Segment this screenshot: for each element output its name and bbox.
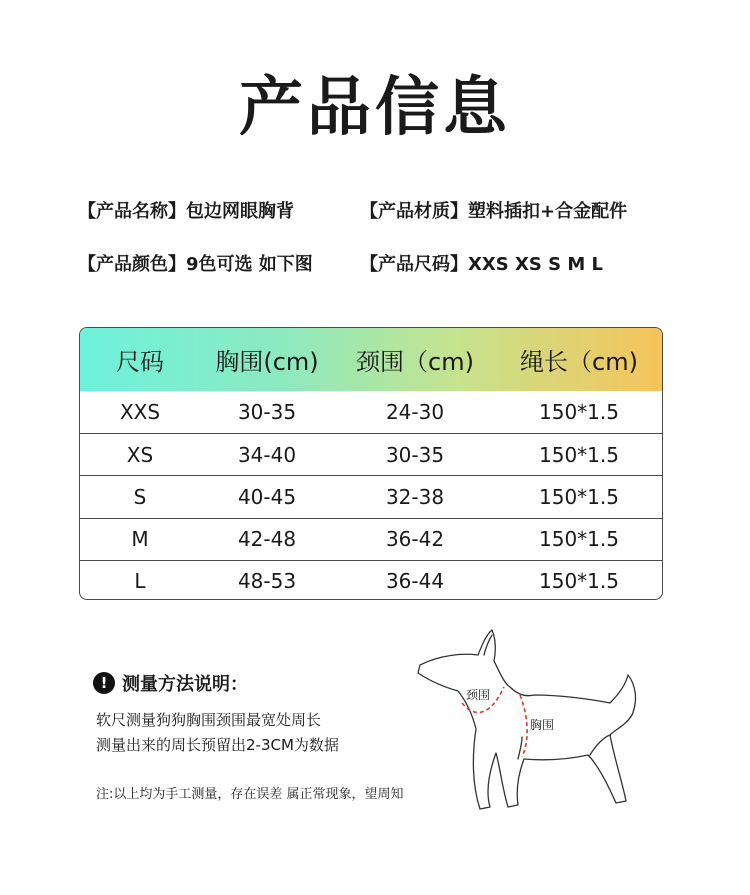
- product-name: 【产品名称】包边网眼胸背: [78, 201, 294, 222]
- disclaimer-note: 注:以上均为手工测量，存在误差 属正常现象，望周知: [96, 787, 404, 802]
- cell-neck: 32-38: [385, 484, 445, 509]
- measure-heading-text: 测量方法说明：: [122, 674, 248, 695]
- table-row: [80, 433, 662, 475]
- cell-size: S: [133, 484, 147, 509]
- chest-label: 胸围: [530, 718, 555, 732]
- table-row: [80, 475, 662, 517]
- cell-leash: 150*1.5: [539, 442, 619, 467]
- cell-leash: 150*1.5: [539, 400, 619, 425]
- cell-neck: 36-42: [385, 527, 445, 552]
- cell-chest: 48-53: [237, 569, 297, 594]
- table-row: [80, 560, 662, 600]
- product-color: 【产品颜色】9色可选 如下图: [78, 254, 313, 275]
- cell-leash: 150*1.5: [539, 527, 619, 552]
- dog-outline-icon: [418, 630, 635, 809]
- cell-size: L: [134, 569, 146, 594]
- exclamation-icon: !: [93, 672, 115, 694]
- cell-size: M: [131, 527, 149, 552]
- cell-chest: 34-40: [237, 442, 297, 467]
- table-row: [80, 391, 662, 433]
- neck-label: 颈围: [466, 688, 491, 702]
- measure-heading: [93, 670, 248, 696]
- measure-instructions: [96, 708, 339, 758]
- dog-measure-diagram: [400, 625, 660, 820]
- cell-chest: 30-35: [237, 400, 297, 425]
- cell-leash: 150*1.5: [539, 569, 619, 594]
- size-table: [79, 327, 663, 600]
- table-body: [80, 391, 662, 600]
- measure-line-1: 软尺测量狗狗胸围颈围最宽处周长: [96, 711, 322, 729]
- cell-chest: 42-48: [237, 527, 297, 552]
- header-leash: 绳长（cm): [520, 348, 638, 376]
- cell-chest: 40-45: [237, 484, 297, 509]
- cell-neck: 24-30: [385, 400, 445, 425]
- table-header: [80, 328, 662, 391]
- product-size: 【产品尺码】XXS XS S M L: [360, 254, 603, 275]
- header-neck: 颈围（cm): [356, 348, 474, 376]
- header-size: 尺码: [116, 348, 164, 376]
- table-row: [80, 518, 662, 560]
- cell-leash: 150*1.5: [539, 484, 619, 509]
- cell-neck: 36-44: [385, 569, 445, 594]
- header-chest: 胸围(cm): [215, 348, 319, 376]
- measure-line-2: 测量出来的周长预留出2-3CM为数据: [96, 736, 339, 754]
- cell-neck: 30-35: [385, 442, 445, 467]
- product-material: 【产品材质】塑料插扣+合金配件: [360, 201, 628, 222]
- page-title: 产品信息: [239, 71, 511, 145]
- cell-size: XS: [126, 442, 154, 467]
- info-row-1: [78, 199, 698, 225]
- info-row-2: [78, 252, 698, 278]
- cell-size: XXS: [119, 400, 161, 425]
